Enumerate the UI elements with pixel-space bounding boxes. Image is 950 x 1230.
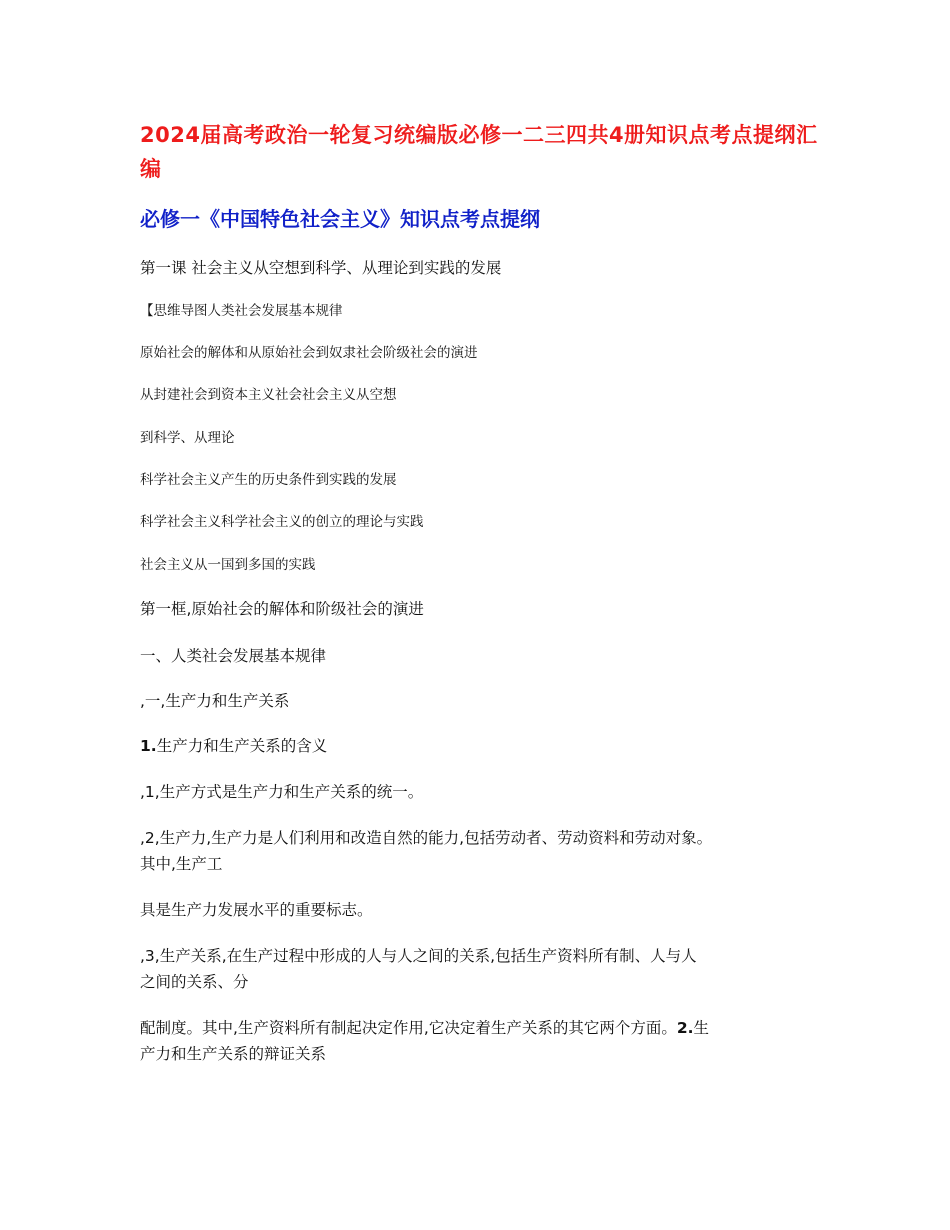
- paragraph-item-2-continuation: 具是生产力发展水平的重要标志。: [140, 901, 373, 919]
- section-heading-1: 一、人类社会发展基本规律: [140, 647, 327, 665]
- paragraph-item-2-line-1: ,2,生产力,生产力是人们利用和改造自然的能力,包括劳动者、劳动资料和劳动对象。: [140, 829, 713, 847]
- paragraph-item-3-continuation: [140, 1016, 820, 1040]
- lesson-heading: 第一课 社会主义从空想到科学、从理论到实践的发展: [140, 259, 502, 277]
- mindmap-line-5: 科学社会主义产生的历史条件到实践的发展: [140, 472, 397, 488]
- paragraph-item-3-line-2: 之间的关系、分: [140, 973, 249, 991]
- mindmap-line-4: 到科学、从理论: [140, 430, 235, 446]
- mindmap-line-7: 社会主义从一国到多国的实践: [140, 557, 316, 573]
- paragraph-item-3-line-1: ,3,生产关系,在生产过程中形成的人与人之间的关系,包括生产资料所有制、人与人: [140, 947, 697, 965]
- mindmap-line-3: 从封建社会到资本主义社会社会主义从空想: [140, 387, 397, 403]
- paragraph-item-2-line-2: 其中,生产工: [140, 855, 223, 873]
- subsection-heading-1: ,一,生产力和生产关系: [140, 692, 290, 710]
- point-text-2-start: 生: [693, 1019, 710, 1037]
- point-text-2-end: 产力和生产关系的辩证关系: [140, 1045, 327, 1063]
- mindmap-line-6: 科学社会主义科学社会主义的创立的理论与实践: [140, 514, 424, 530]
- point-text-1: 生产力和生产关系的含义: [156, 737, 328, 755]
- point-number-2: 2.: [676, 1019, 694, 1037]
- point-heading-1: [140, 734, 820, 758]
- section-title-compulsory-one: 必修一《中国特色社会主义》知识点考点提纲: [140, 207, 540, 231]
- mindmap-line-1: 【思维导图人类社会发展基本规律: [140, 303, 343, 319]
- frame-heading: 第一框,原始社会的解体和阶级社会的演进: [140, 600, 424, 618]
- document-title: 2024届高考政治一轮复习统编版必修一二三四共4册知识点考点提纲汇编: [140, 123, 818, 181]
- paragraph-item-3-text: 配制度。其中,生产资料所有制起决定作用,它决定着生产关系的其它两个方面。: [140, 1019, 677, 1037]
- mindmap-line-2: 原始社会的解体和从原始社会到奴隶社会阶级社会的演进: [140, 345, 478, 361]
- paragraph-item-1: ,1,生产方式是生产力和生产关系的统一。: [140, 783, 424, 801]
- point-number-1: 1.: [140, 737, 157, 755]
